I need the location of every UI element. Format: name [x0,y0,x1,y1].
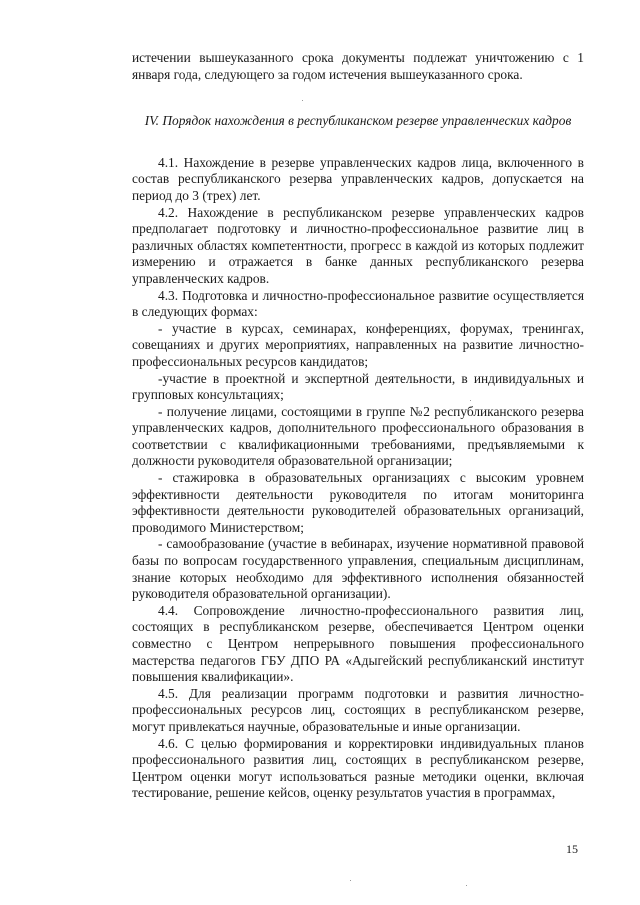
paragraph-4-6: 4.6. С целью формирования и корректировки индивидуальных планов профессионального развития лиц, состоящих в республиканском резерве, Центром оценки могут использоваться разные методики оценки, включая тестирование, решение кейсов, оценку результатов участия в программах, [132,735,584,801]
scan-speck [302,100,303,101]
paragraph-continuation: истечении вышеуказанного срока документы подлежат уничтожению с 1 января года, следующего за годом истечения вышеуказанного срока. [132,50,584,82]
section-heading: IV. Порядок нахождения в республиканском резерве управленческих кадров [144,113,572,129]
paragraph-4-3: 4.3. Подготовка и личностно-профессиональное развитие осуществляется в следующих формах: [132,287,584,320]
paragraph-4-1: 4.1. Нахождение в резерве управленческих кадров лица, включенного в состав республиканского резерва управленческих кадров, допускается на период до 3 (трех) лет. [132,154,584,203]
document-body [132,50,584,802]
list-item-self-education: - самообразование (участие в вебинарах, изучение нормативной правовой базы по вопросам государственного управления, специальным дисциплинам, знание которых необходимо для эффективного исполнения обязанностей руководителя образовательной организации). [132,536,584,602]
list-item-internship: - стажировка в образовательных организациях с высоким уровнем эффективности деятельности руководителя по итогам мониторинга эффективности деятельности руководителей образовательных организаций, проводимого Министерством; [132,470,584,535]
paragraph-4-5: 4.5. Для реализации программ подготовки и развития личностно-профессиональных ресурсов лиц, состоящих в республиканском резерве, могут привлекаться научные, образовательные и иные организации. [132,685,584,734]
page-number: 15 [566,842,578,856]
paragraph-4-4: 4.4. Сопровождение личностно-профессионального развития лиц, состоящих в республиканском резерве, обеспечивается Центром оценки совместно с Центром непрерывного повышения профессионального мастерства педагогов ГБУ ДПО РА «Адыгейский республиканский институт повышения квалификации». [132,602,584,685]
list-item-projects: -участие в проектной и экспертной деятельности, в индивидуальных и групповых консультациях; [132,370,584,403]
scan-speck [350,880,351,881]
list-item-education: - получение лицами, состоящими в группе №2 республиканского резерва управленческих кадров, дополнительного профессионального образования в соответствии с квалификационными требованиями, предъявляемыми к должности руководителя образовательной организации; [132,403,584,469]
scan-speck [470,400,471,401]
list-item-courses: - участие в курсах, семинарах, конференциях, форумах, тренингах, совещаниях и других мероприятиях, направленных на развитие личностно-профессиональных ресурсов кандидатов; [132,320,584,369]
paragraph-4-2: 4.2. Нахождение в республиканском резерве управленческих кадров предполагает подготовку и личностно-профессиональное развитие лиц в различных областях компетентности, прогресс в каждой из которых подлежит измерению и отражается в банке данных республиканского резерва управленческих кадров. [132,204,584,286]
scan-speck [466,885,467,886]
